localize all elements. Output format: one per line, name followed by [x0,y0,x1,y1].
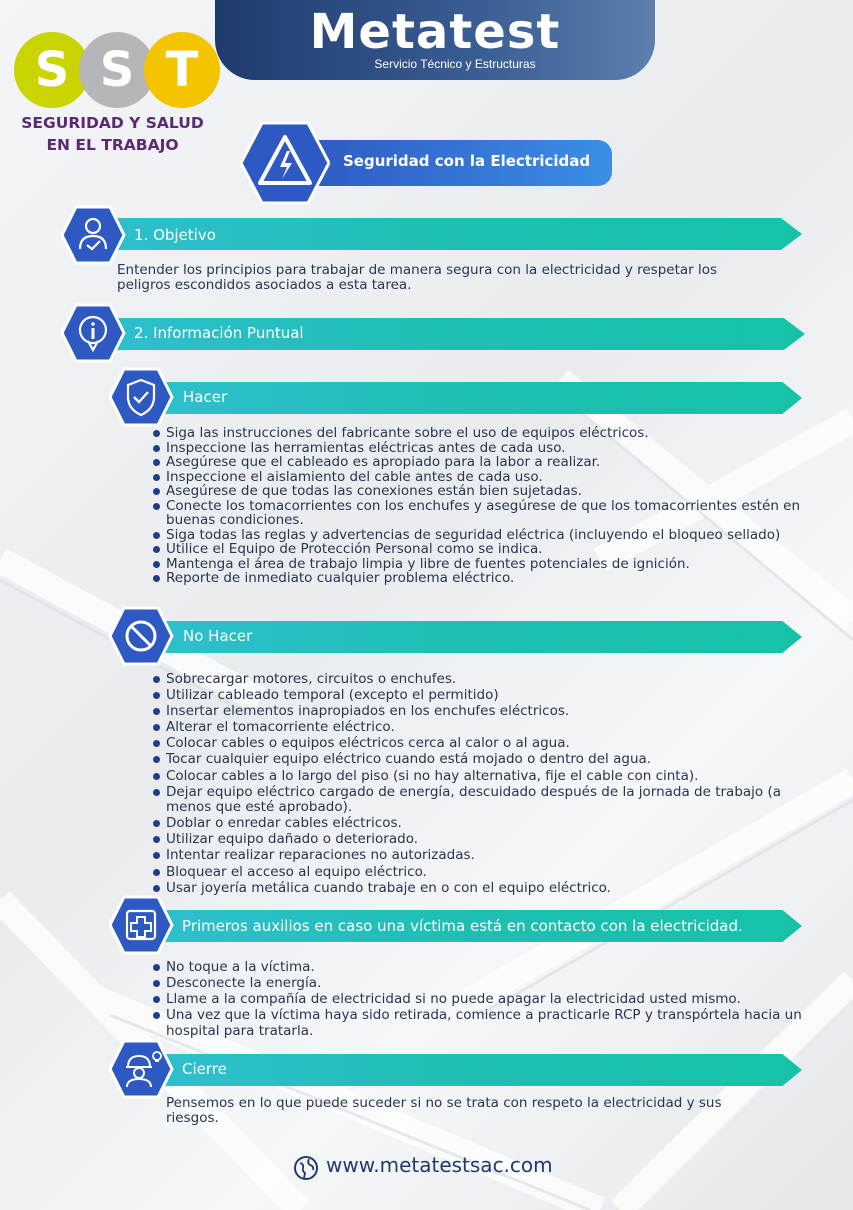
globe-icon [293,1155,319,1181]
first-aid-cross-icon [108,895,174,955]
sst-letter-s2: S [79,32,155,108]
no-hacer-item-2: Utilizar cableado temporal (excepto el permitido) [152,688,812,704]
objetivo-text-line2: peligros escondidos asociados a esta tarea. [117,277,412,293]
hacer-list [152,426,812,586]
sst-letter-t: T [144,32,220,108]
hacer-item-10: Reporte de inmediato cualquier problema eléctrico. [152,571,812,585]
hacer-item-4: Inspeccione el aislamiento del cable antes de cada uso. [152,470,812,484]
hacer-item-1: Siga las instrucciones del fabricante sobre el uso de equipos eléctricos. [152,426,812,440]
objetivo-text-line1: Entender los principios para trabajar de manera segura con la electricidad y respetar los [117,262,718,278]
sst-caption-line1: SEGURIDAD Y SALUD [21,114,204,132]
brand-name: Metatest [309,4,561,60]
no-hacer-item-13: Usar joyería metálica cuando trabaje en o con el equipo eléctrico. [152,881,812,897]
section-label-no-hacer: No Hacer [183,627,253,645]
shield-check-icon [108,367,174,427]
section-label-info: 2. Información Puntual [134,324,304,342]
info-icon [60,303,126,363]
no-hacer-item-3: Insertar elementos inapropiados en los enchufes eléctricos. [152,704,812,720]
no-hacer-item-10: Utilizar equipo dañado o deteriorado. [152,832,812,848]
section-label-objetivo: 1. Objetivo [134,226,216,244]
no-hacer-item-8: Dejar equipo eléctrico cargado de energía, descuidado después de la jornada de trabajo (a menos que esté aprobado). [152,785,812,816]
footer-url[interactable]: www.metatestsac.com [326,1153,553,1177]
footer [293,1153,583,1183]
no-hacer-item-5: Colocar cables o equipos eléctricos cerca al calor o al agua. [152,736,812,752]
hacer-item-5: Asegúrese de que todas las conexiones están bien sujetadas. [152,484,812,498]
no-hacer-item-9: Doblar o enredar cables eléctricos. [152,816,812,832]
section-label-primeros-auxilios: Primeros auxilios en caso una víctima está en contacto con la electricidad. [182,917,743,935]
brand-tagline: Servicio Técnico y Estructuras [374,57,536,71]
objetivo-text [117,263,797,293]
auxilios-item-1: No toque a la víctima. [152,960,812,976]
hacer-item-6: Conecte los tomacorrientes con los enchufes y asegúrese de que los tomacorrientes estén en buenas condiciones. [152,499,812,527]
hacer-item-7: Siga todas las reglas y advertencias de seguridad eléctrica (incluyendo el bloqueo sellado) [152,528,812,542]
auxilios-item-3: Llame a la compañía de electricidad si no puede apagar la electricidad usted mismo. [152,992,812,1008]
hacer-item-3: Asegúrese que el cableado es apropiado para la labor a realizar. [152,455,812,469]
section-header-hacer [148,382,802,414]
section-label-hacer: Hacer [183,388,228,406]
hacer-item-2: Inspeccione las herramientas eléctricas antes de cada uso. [152,441,812,455]
primeros-auxilios-list [152,960,812,1040]
high-voltage-warning-icon [240,121,330,205]
prohibited-icon [108,606,174,666]
no-hacer-item-1: Sobrecargar motores, circuitos o enchufes. [152,672,812,688]
brand-header [215,0,655,80]
no-hacer-item-4: Alterar el tomacorriente eléctrico. [152,720,812,736]
cierre-text-line2: riesgos. [166,1110,219,1126]
sst-letter-s1: S [14,32,90,108]
no-hacer-item-12: Bloquear el acceso al equipo eléctrico. [152,865,812,881]
auxilios-item-4: Una vez que la víctima haya sido retirada, comience a practicarle RCP y transpórtela hacia un hospital para tratarla. [152,1008,812,1039]
user-shield-icon [60,205,126,265]
hacer-item-8: Utilice el Equipo de Protección Personal como se indica. [152,542,812,556]
no-hacer-item-11: Intentar realizar reparaciones no autorizadas. [152,848,812,864]
banner-title: Seguridad con la Electricidad [343,152,591,170]
sst-caption-line2: EN EL TRABAJO [46,136,179,154]
no-hacer-item-6: Tocar cualquier equipo eléctrico cuando está mojado o dentro del agua. [152,752,812,768]
sst-logo [14,32,214,112]
section-label-cierre: Cierre [182,1060,227,1078]
no-hacer-item-7: Colocar cables a lo largo del piso (si no hay alternativa, fije el cable con cinta). [152,769,812,785]
hacer-item-9: Mantenga el área de trabajo limpia y libre de fuentes potenciales de ignición. [152,557,812,571]
cierre-text-line1: Pensemos en lo que puede suceder si no se trata con respeto la electricidad y sus [166,1095,722,1111]
auxilios-item-2: Desconecte la energía. [152,976,812,992]
section-header-cierre [148,1054,802,1086]
no-hacer-list [152,672,812,897]
sst-caption [10,112,215,156]
cierre-text [166,1096,796,1126]
worker-idea-icon [108,1039,174,1099]
